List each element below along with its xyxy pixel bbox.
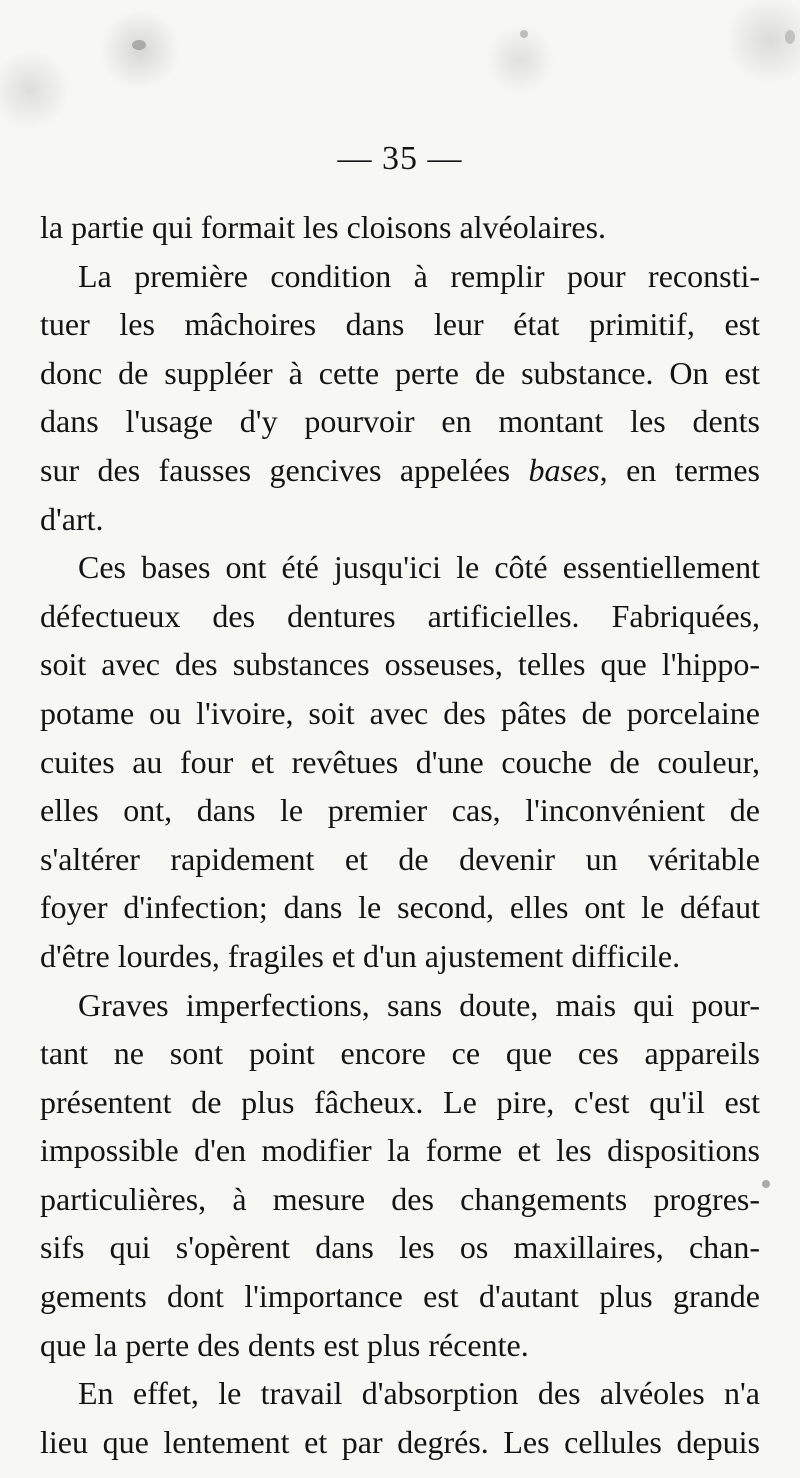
paper-speck — [520, 30, 528, 38]
text-line: Graves imperfections, sans doute, mais qui pour- — [78, 986, 760, 1023]
text-line: donc de suppléer à cette perte de substance. On est — [40, 354, 760, 391]
text-line: gements dont l'importance est d'autant plus grande — [40, 1278, 760, 1315]
paper-speck — [132, 40, 146, 50]
text-segment: sur des fausses gencives appelées — [40, 451, 529, 488]
text-line: dans l'usage d'y pourvoir en montant les dents — [40, 403, 760, 440]
text-line: En effet, le travail d'absorption des alvéoles n'a — [78, 1375, 760, 1412]
text-segment: , en termes — [599, 451, 761, 488]
text-line: présentent de plus fâcheux. Le pire, c'est qu'il est — [40, 1083, 760, 1120]
body-text — [40, 203, 760, 1466]
text-line: elles ont, dans le premier cas, l'inconvénient de — [40, 792, 760, 829]
paper-speck — [785, 30, 795, 44]
italic-term: bases — [528, 451, 600, 488]
text-line: d'art. — [40, 500, 104, 537]
text-line: d'être lourdes, fragiles et d'un ajustement difficile. — [40, 937, 681, 974]
text-line: sifs qui s'opèrent dans les os maxillaires, chan- — [40, 1229, 760, 1266]
page-number: — 35 — — [337, 140, 463, 177]
text-line: la partie qui formait les cloisons alvéolaires. — [40, 209, 607, 245]
text-line: soit avec des substances osseuses, telles que l'hippo- — [40, 646, 760, 683]
text-line: que la perte des dents est plus récente. — [40, 1326, 529, 1363]
text-line: s'altérer rapidement et de devenir un véritable — [40, 840, 760, 877]
text-line: lieu que lentement et par degrés. Les cellules depuis — [40, 1423, 760, 1460]
text-line: La première condition à remplir pour reconsti- — [78, 257, 760, 294]
text-line: cuites au four et revêtues d'une couche de couleur, — [40, 743, 760, 780]
text-line: particulières, à mesure des changements progres- — [40, 1180, 760, 1217]
text-line: tuer les mâchoires dans leur état primitif, est — [40, 306, 760, 343]
text-line: potame ou l'ivoire, soit avec des pâtes de porcelaine — [40, 694, 760, 731]
text-line: défectueux des dentures artificielles. Fabriquées, — [40, 597, 760, 634]
text-line: foyer d'infection; dans le second, elles ont le défaut — [40, 889, 760, 926]
paper-speck — [762, 1180, 770, 1188]
text-line: impossible d'en modifier la forme et les dispositions — [40, 1132, 760, 1169]
text-line — [40, 446, 760, 495]
text-line: Ces bases ont été jusqu'ici le côté essentiellement — [78, 549, 760, 586]
text-line: tant ne sont point encore ce que ces appareils — [40, 1035, 760, 1072]
